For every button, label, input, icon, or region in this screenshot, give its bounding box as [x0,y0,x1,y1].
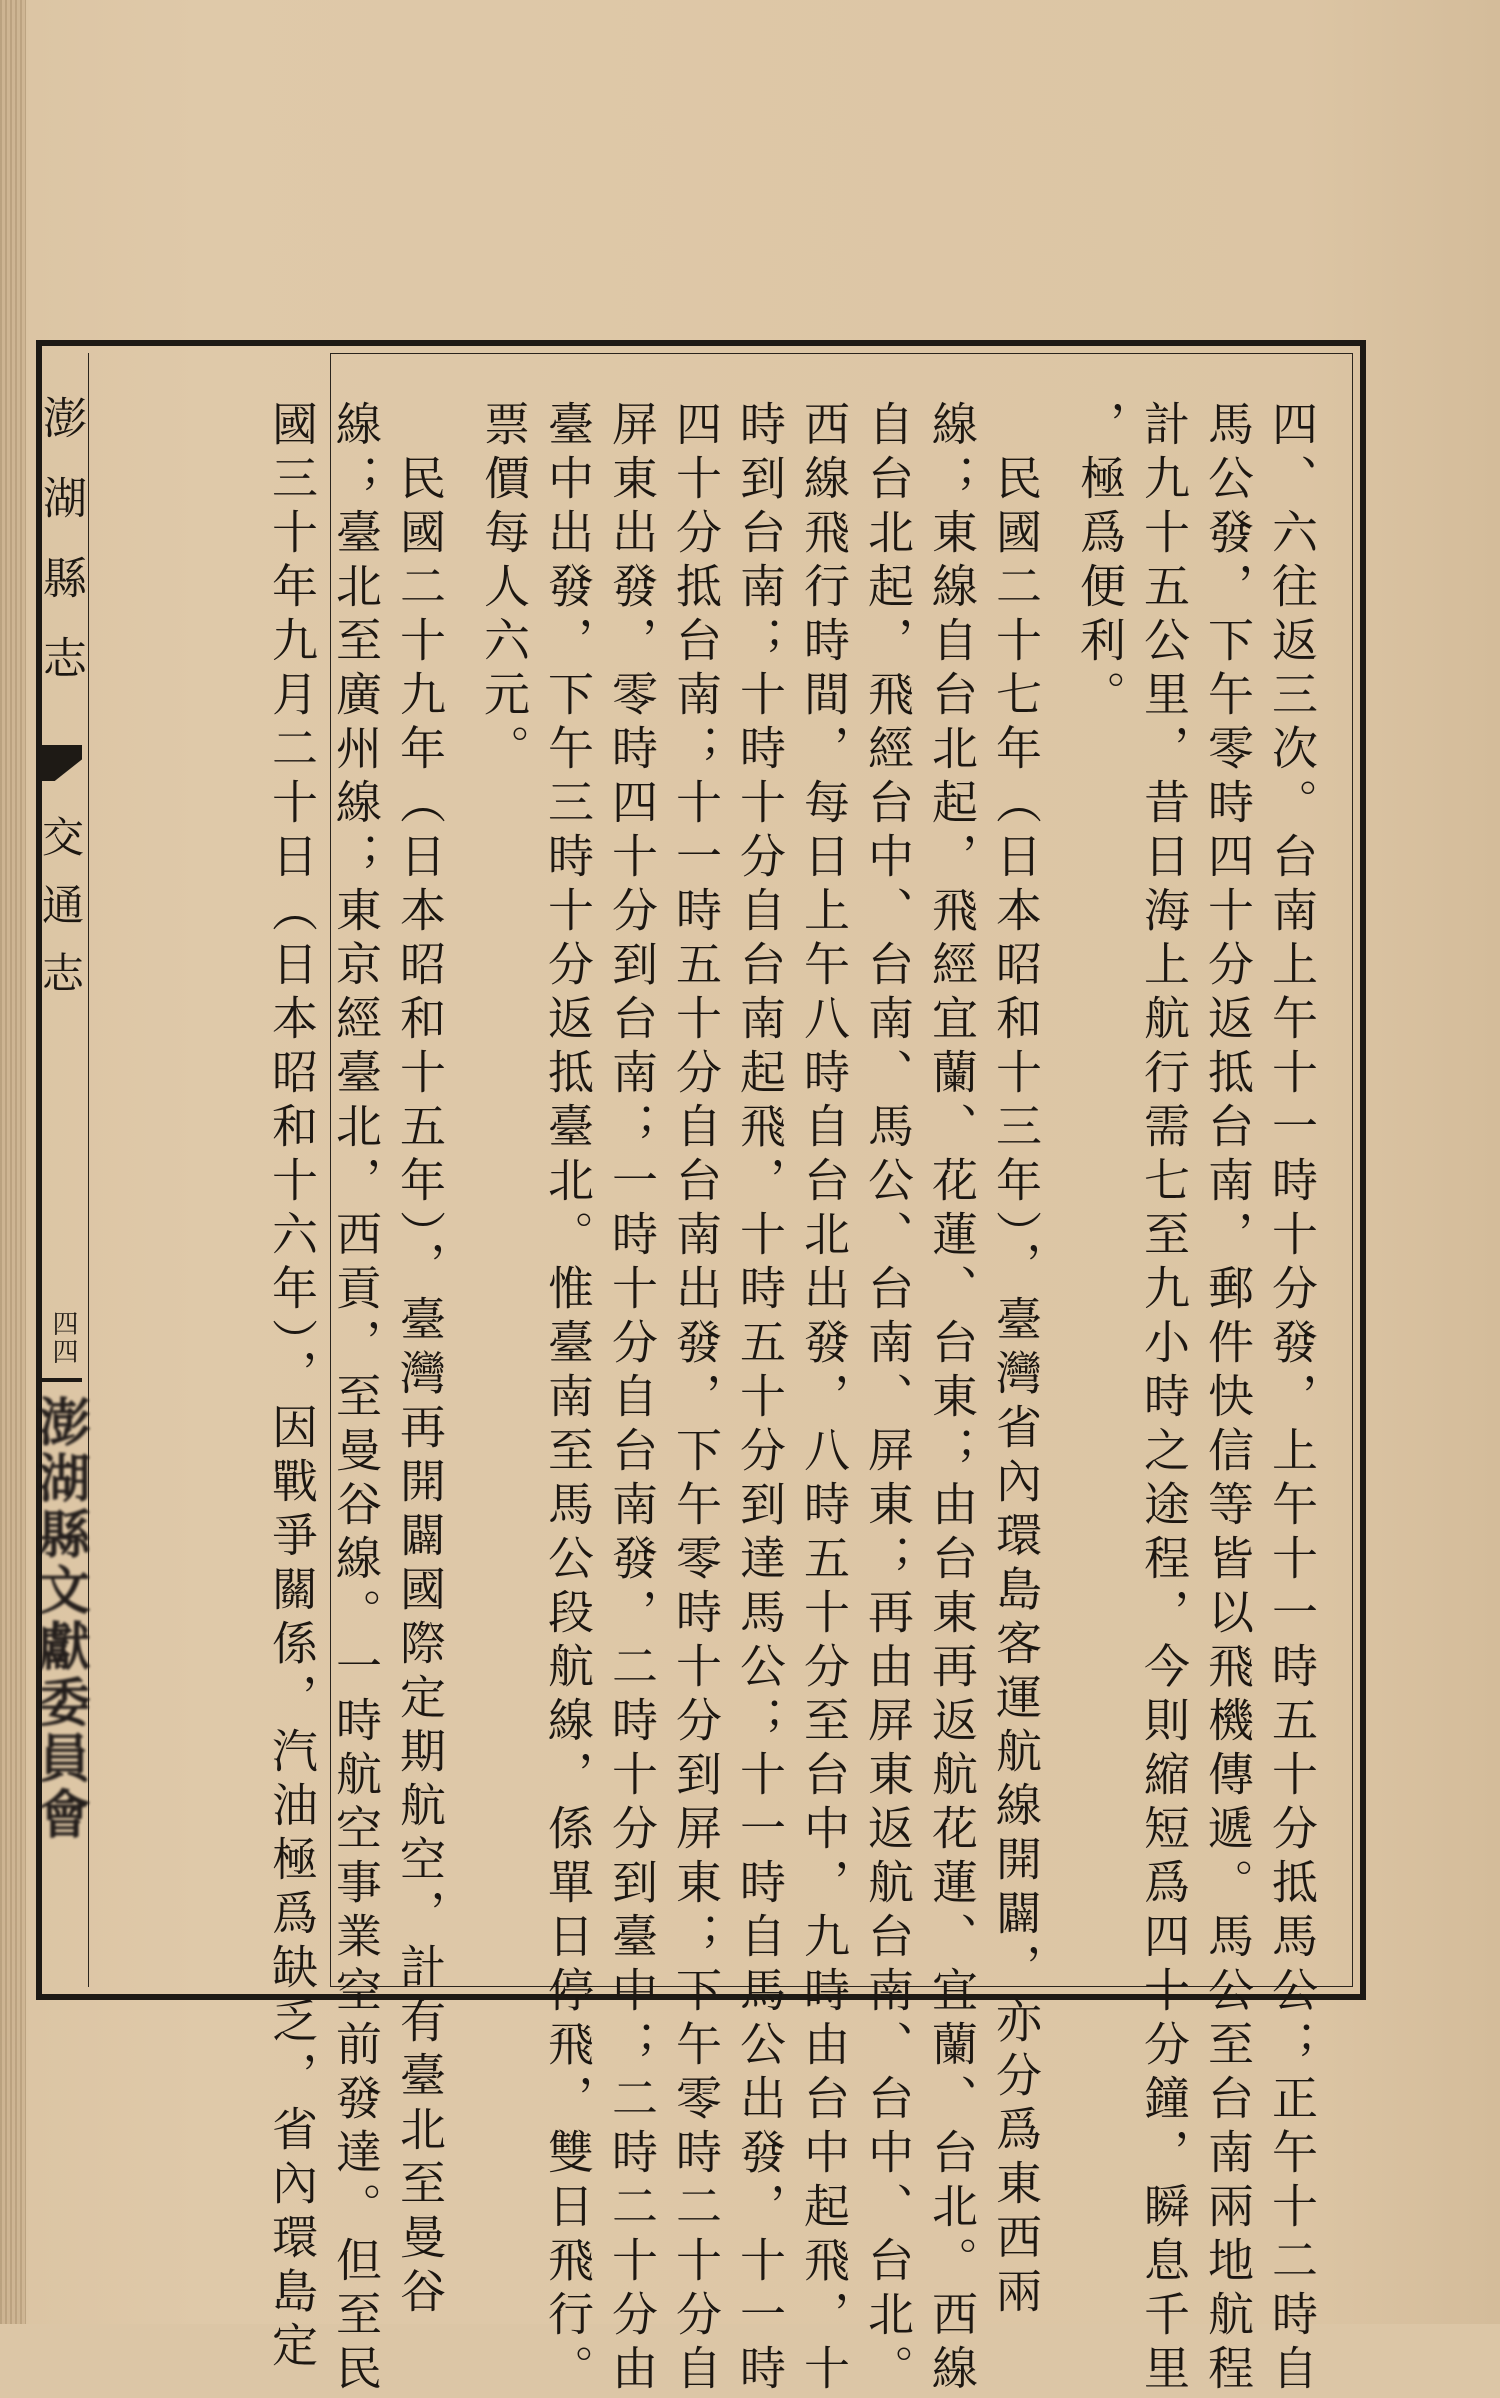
text-column: 民國二十九年（日本昭和十五年），臺灣再開闢國際定期航空，計有臺北至曼谷 [393,400,447,2321]
text-column: 時到台南；十時十分自台南起飛，十時五十分到達馬公；十一時自馬公出發，十一時 [733,400,787,2398]
text-column: 線；臺北至廣州線；東京經臺北，西貢，至曼谷線。一時航空事業空前發達。但至民 [329,400,383,2398]
text-column: 四、六往返三次。台南上午十一時十分發，上午十一時五十分抵馬公；正午十二時自 [1265,400,1319,2398]
text-column: 西線飛行時間，每日上午八時自台北出發，八時五十分至台中，九時由台中起飛，十 [797,400,851,2398]
publisher-stamp: 澎湖縣文獻委員會 [29,1395,90,1843]
text-column: 臺中出發，下午三時十分返抵臺北。惟臺南至馬公段航線，係單日停飛，雙日飛行。 [541,400,595,2398]
text-column: 票價每人六元。 [477,400,531,778]
text-column: 國三十年九月二十日（日本昭和十六年），因戰爭關係，汽油極爲缺乏，省內環島定 [265,400,319,2375]
page-number: 四四 [48,1310,78,1366]
text-column: 屏東出發，零時四十分到台南；一時十分自台南發，二時十分到臺中；二時二十分由 [605,400,659,2398]
text-column: 計九十五公里，昔日海上航行需七至九小時之途程，今則縮短爲四十分鐘，瞬息千里 [1137,400,1191,2398]
page-number-rule [40,1378,82,1382]
text-column: 民國二十七年（日本昭和十三年），臺灣省內環島客運航線開闢，亦分爲東西兩 [989,400,1043,2321]
text-column: 線；東線自台北起，飛經宜蘭、花蓮、台東；由台東再返航花蓮、宜蘭、台北。西線 [925,400,979,2398]
book-title: 澎湖縣志 [35,395,86,715]
text-column: 自台北起，飛經台中、台南、馬公、台南、屏東；再由屏東返航台南、台中、台北。 [861,400,915,2398]
text-column: 馬公發，下午零時四十分返抵台南，郵件快信等皆以飛機傳遞。馬公至台南兩地航程 [1201,400,1255,2398]
section-title: 交通志 [36,815,85,1019]
text-column: 四十分抵台南；十一時五十分自台南出發，下午零時十分到屏東；下午零時二十分自 [669,400,723,2398]
book-binding-edge [0,0,26,2324]
text-column: ，極爲便利。 [1073,400,1127,724]
